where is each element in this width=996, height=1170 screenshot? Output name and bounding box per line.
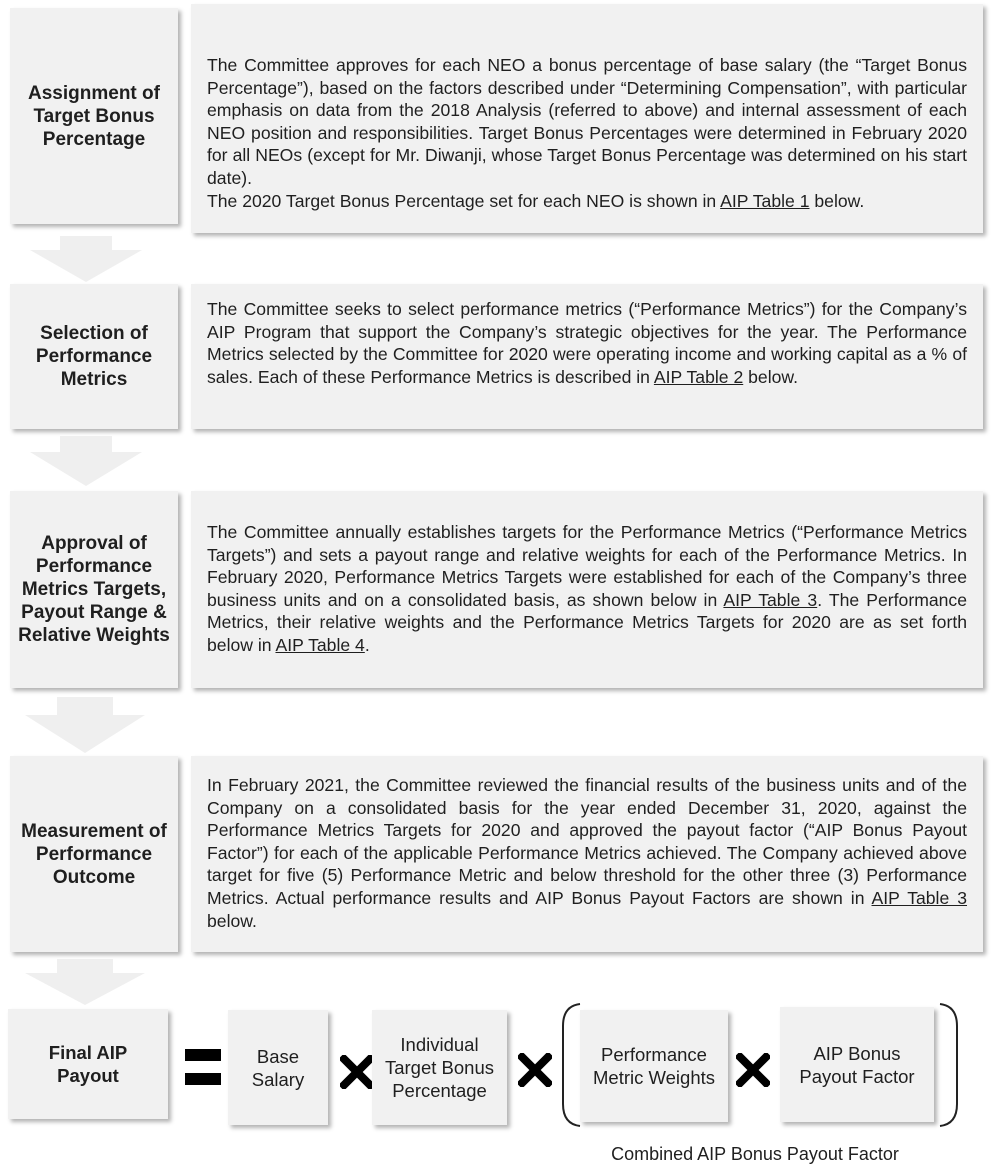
description-paragraph bbox=[207, 774, 967, 932]
down-arrow-icon bbox=[30, 236, 142, 282]
description-text: . The Performance Metrics, their relative weights and the Performance Metrics Targets for 2020 are as set forth below in bbox=[207, 589, 968, 655]
step-3-label: Approval of Performance Metrics Targets, Payout Range & Relative Weights bbox=[10, 491, 178, 688]
description-text: The Committee approves for each NEO a bonus percentage of base salary (the “Target Bonus Percentage”), based on the factors described under “Determining Compensation”, with particular emphasis on data from the 2018 Analysis (referred to above) and internal assessment of each NEO position and responsibilities. Target Bonus Percentages were determined in February 2020 for all NEOs (except for Mr. Diwanji, whose Target Bonus Percentage was determined on his start date). bbox=[207, 55, 967, 188]
aip-bonus-payout-factor-box: AIP Bonus Payout Factor bbox=[780, 1007, 934, 1122]
description-paragraph bbox=[207, 521, 967, 657]
table-reference-link[interactable]: AIP Table 2 bbox=[653, 366, 744, 387]
multiply-icon bbox=[340, 1055, 374, 1089]
final-aip-payout-box: Final AIP Payout bbox=[8, 1009, 168, 1119]
description-text: In February 2021, the Committee reviewed the financial results of the business units and of the Company on a consolidated basis for the year ended December 31, 2020, against the Performance Metrics Targets for 2020 and approved the payout factor (“AIP Bonus Payout Factor”) for each of the applicable Performance Metrics achieved. The Company achieved above target for five (5) Performance Metric and below threshold for the other three (3) Performance Metrics. Actual performance results and AIP Bonus Payout Factors are shown in bbox=[207, 775, 967, 908]
combined-factor-caption: Combined AIP Bonus Payout Factor bbox=[611, 1144, 899, 1164]
description-paragraph bbox=[207, 54, 967, 190]
equals-sign-icon bbox=[185, 1049, 221, 1061]
description-paragraph bbox=[207, 190, 967, 213]
target-bonus-percentage-box: Individual Target Bonus Percentage bbox=[372, 1010, 507, 1125]
description-text: The 2020 Target Bonus Percentage set for each NEO is shown in bbox=[207, 190, 721, 211]
multiply-icon bbox=[518, 1053, 552, 1087]
right-parenthesis-icon bbox=[938, 1002, 960, 1128]
performance-metric-weights-box: Performance Metric Weights bbox=[580, 1010, 728, 1122]
description-text: . bbox=[364, 634, 370, 655]
table-reference-link[interactable]: AIP Table 1 bbox=[720, 190, 810, 211]
down-arrow-icon bbox=[30, 436, 142, 486]
step-2-label: Selection of Performance Metrics bbox=[10, 284, 178, 429]
table-reference-link[interactable]: AIP Table 4 bbox=[275, 634, 365, 655]
step-4-description bbox=[191, 756, 983, 952]
description-text: The Committee seeks to select performance metrics (“Performance Metrics”) for the Company’s AIP Program that support the Company’s strategic objectives for the year. The Performance Metrics selected by the Committee for 2020 were operating income and working capital as a % of sales. Each of these Performance Metrics is described in bbox=[207, 299, 967, 387]
step-3-description bbox=[191, 491, 983, 688]
equals-sign-icon bbox=[185, 1073, 221, 1085]
step-1-description bbox=[191, 4, 983, 233]
step-4-label: Measurement of Performance Outcome bbox=[10, 756, 178, 952]
down-arrow-icon bbox=[25, 959, 145, 1005]
description-text: below. bbox=[743, 366, 799, 387]
description-text: below. bbox=[809, 190, 865, 211]
left-parenthesis-icon bbox=[560, 1002, 582, 1128]
description-text: below. bbox=[207, 910, 257, 931]
description-paragraph bbox=[207, 298, 967, 388]
down-arrow-icon bbox=[25, 697, 145, 753]
step-2-description bbox=[191, 284, 983, 429]
table-reference-link[interactable]: AIP Table 3 bbox=[723, 589, 818, 610]
multiply-icon bbox=[736, 1053, 770, 1087]
base-salary-box: Base Salary bbox=[228, 1010, 328, 1125]
step-1-label: Assignment of Target Bonus Percentage bbox=[10, 8, 178, 224]
table-reference-link[interactable]: AIP Table 3 bbox=[871, 887, 968, 908]
description-text: The Committee annually establishes targets for the Performance Metrics (“Performance Metrics Targets”) and sets a payout range and relative weights for each of the Performance Metrics. In February 2020, Performance Metrics Targets were established for each of the Company’s three business units and on a consolidated basis, as shown below in bbox=[207, 522, 967, 610]
